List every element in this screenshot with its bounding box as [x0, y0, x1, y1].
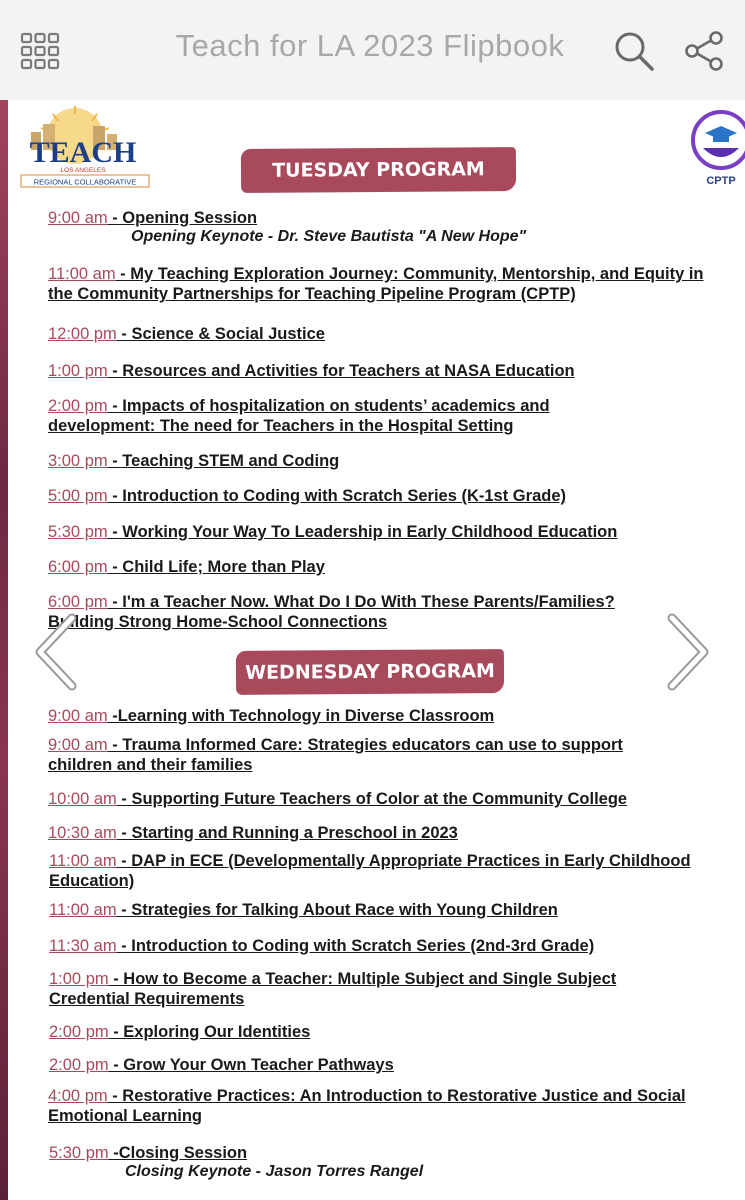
tuesday-session-nasa[interactable] [48, 361, 738, 381]
session-title: - Working Your Way To Leadership in Early Childhood Education [107, 523, 618, 541]
wednesday-session-preschool[interactable] [48, 823, 738, 843]
session-time: 3:00 pm [48, 452, 108, 470]
tuesday-session-child-life[interactable] [48, 557, 738, 577]
session-time: 11:00 am [49, 852, 117, 870]
top-toolbar [0, 0, 745, 101]
wednesday-session-dap-ece[interactable] [49, 851, 739, 891]
session-time: 5:30 pm [49, 1144, 109, 1162]
tuesday-program-banner: TUESDAY PROGRAM [241, 147, 516, 193]
session-title: - Science & Social Justice [116, 325, 325, 343]
session-time: 11:00 am [48, 265, 116, 283]
flipbook-page [8, 100, 745, 1200]
session-time: 9:00 am [48, 209, 108, 227]
wednesday-session-restorative[interactable] [48, 1086, 688, 1126]
session-time: 9:00 am [48, 707, 108, 725]
session-title: - Teaching STEM and Coding [107, 452, 340, 470]
session-title: - Exploring Our Identities [108, 1023, 311, 1041]
session-title: - Introduction to Coding with Scratch Series (2nd-3rd Grade) [116, 937, 595, 955]
session-title: - Resources and Activities for Teachers at NASA Education [107, 362, 575, 380]
session-title: - Trauma Informed Care: Strategies educators can use to support children and their families [48, 736, 623, 774]
svg-text:REGIONAL COLLABORATIVE: REGIONAL COLLABORATIVE [33, 177, 137, 187]
wednesday-session-teachers-of-color[interactable] [48, 789, 738, 809]
session-title: - Restorative Practices: An Introduction to Restorative Justice and Social Emotional Learning [48, 1087, 686, 1125]
tuesday-session-stem[interactable] [48, 451, 738, 471]
wednesday-session-trauma-care[interactable] [48, 735, 688, 775]
cptp-logo [691, 108, 745, 188]
tuesday-session-teaching-journey[interactable] [48, 264, 718, 304]
wednesday-program-banner: WEDNESDAY PROGRAM [236, 649, 504, 695]
session-title: -Learning with Technology in Diverse Classroom [107, 707, 495, 725]
search-icon[interactable] [613, 30, 655, 72]
tuesday-session-opening[interactable] [48, 208, 738, 228]
tuesday-session-scratch-k1[interactable] [48, 486, 738, 506]
svg-text:LOS ANGELES: LOS ANGELES [60, 167, 106, 174]
session-title: -Closing Session [108, 1144, 248, 1162]
session-time: 2:00 pm [49, 1056, 109, 1074]
session-time: 10:30 am [48, 824, 117, 842]
session-time: 5:00 pm [48, 487, 108, 505]
session-title: - Grow Your Own Teacher Pathways [108, 1056, 394, 1074]
share-icon[interactable] [683, 30, 725, 72]
session-title: - My Teaching Exploration Journey: Community, Mentorship, and Equity in the Community Partnerships for Teaching Pipeline Program (CPTP) [48, 265, 704, 303]
wednesday-session-scratch-23[interactable] [49, 936, 739, 956]
grid-icon[interactable] [20, 32, 60, 70]
session-time: 2:00 pm [49, 1023, 109, 1041]
session-title: - Starting and Running a Preschool in 2023 [116, 824, 458, 842]
session-time: 1:00 pm [48, 362, 108, 380]
wednesday-session-talking-race[interactable] [49, 900, 739, 920]
closing-keynote: Closing Keynote - Jason Torres Rangel [125, 1163, 424, 1180]
tuesday-session-parents-families[interactable] [48, 592, 678, 632]
session-title: - Strategies for Talking About Race with Young Children [116, 901, 558, 919]
svg-text:TEACH: TEACH [29, 136, 137, 169]
session-title: - Child Life; More than Play [107, 558, 325, 576]
wednesday-session-identities[interactable] [49, 1022, 739, 1042]
app-title: Teach for LA 2023 Flipbook [175, 28, 565, 63]
session-time: 11:00 am [49, 901, 117, 919]
teach-la-logo [13, 106, 153, 188]
session-time: 2:00 pm [48, 397, 108, 415]
session-time: 9:00 am [48, 736, 108, 754]
session-title: - How to Become a Teacher: Multiple Subject and Single Subject Credential Requirements [49, 970, 617, 1008]
chevron-left-icon[interactable] [32, 612, 80, 692]
chevron-right-icon[interactable] [664, 612, 712, 692]
tuesday-session-hospitalization[interactable] [48, 396, 608, 436]
session-time: 4:00 pm [48, 1087, 108, 1105]
session-time: 12:00 pm [48, 325, 117, 343]
opening-keynote: Opening Keynote - Dr. Steve Bautista "A New Hope" [131, 228, 527, 245]
svg-text:CPTP: CPTP [706, 175, 736, 187]
session-time: 10:00 am [48, 790, 117, 808]
wednesday-session-technology[interactable] [48, 706, 738, 726]
session-title: - Opening Session [107, 209, 258, 227]
session-title: - Impacts of hospitalization on students’ academics and development: The need for Teachers in the Hospital Setting [48, 397, 550, 435]
session-time: 5:30 pm [48, 523, 108, 541]
session-time: 6:00 pm [48, 593, 108, 611]
wednesday-session-become-teacher[interactable] [49, 969, 669, 1009]
wednesday-session-closing[interactable] [49, 1143, 739, 1163]
session-time: 11:30 am [49, 937, 117, 955]
session-title: - DAP in ECE (Developmentally Appropriate Practices in Early Childhood Education) [49, 852, 691, 890]
session-title: - I'm a Teacher Now. What Do I Do With These Parents/Families? Building Strong Home-School Connections [48, 593, 615, 631]
session-time: 1:00 pm [49, 970, 109, 988]
tuesday-session-leadership[interactable] [48, 522, 738, 542]
session-time: 6:00 pm [48, 558, 108, 576]
wednesday-session-grow-your-own[interactable] [49, 1055, 739, 1075]
session-title: - Introduction to Coding with Scratch Series (K-1st Grade) [107, 487, 566, 505]
tuesday-session-science-justice[interactable] [48, 324, 738, 344]
session-title: - Supporting Future Teachers of Color at the Community College [116, 790, 628, 808]
previous-page-edge [0, 100, 8, 1200]
